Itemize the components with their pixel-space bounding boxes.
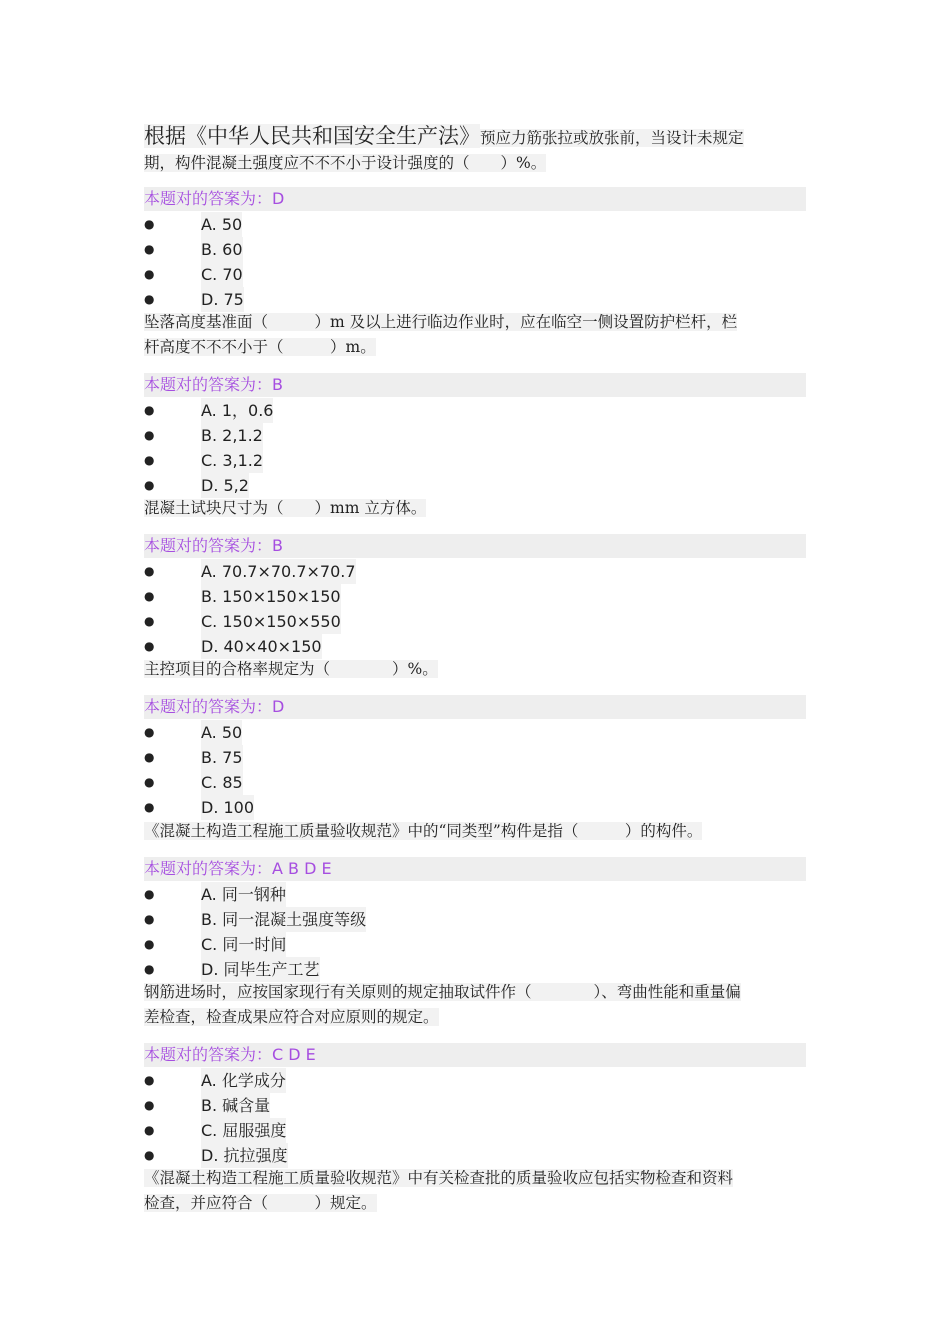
question-3: [144, 496, 804, 521]
document-page: 根据《中华人民共和国安全生产法》预应力筋张拉或放张前，当设计未规定 期，构件混凝土强度应不不不小于设计强度的（ ）%。 本题对的答案为：D ● A. 50 ● B. 60 ● C. 70 ● D. 75 坠落高度基准面（ ）m 及以上进行临边作业时，应在临空一侧设置防护栏杆，栏 杆高度不不不小于（ ）m。 本题对的答案为：B ● A. 1，0.6 ● B. 2,1.2 ● C. 3,1.2 ● D. 5,2 混凝土试块尺寸为（ ）mm 立方体。 本题对的答案为：B ● A. 70.7×70.7×70.7 ● B. 150×150×150 ● C. 150×150×550 ● D. 40×40×150 主控项目的合格率规定为（ ）%。 本题对的答案为：D ● A. 50 ● B. 75 ● C. 85 ● D. 100 《混凝土构造工程施工质量验收规范》中的“同类型”构件是指（ ）的构件。 本题对的答案为：A B D E ● A. 同一钢种 ● B. 同一混凝土强度等级 ● C. 同一时间 ● D. 同毕生产工艺 钢筋进场时，应按国家现行有关原则的规定抽取试件作（ ）、弯曲性能和重量偏 差检查，检查成果应符合对应原则的规定。 本题对的答案为：C D E ● A. 化学成分 ● B. 碱含量 ● C. 屈服强度 ● D. 抗拉强度 《混凝土构造工程施工质量验收规范》中有关检查批的质量验收应包括实物检查和资料 检查，并应符合（ ）规定。: [0, 0, 950, 1344]
answer-4: 本题对的答案为：D: [144, 695, 806, 719]
answer-5: 本题对的答案为：A B D E: [144, 857, 806, 881]
question-4-line-1: 主控项目的合格率规定为（ ）%。: [144, 660, 438, 678]
question-1-lead: 根据《中华人民共和国安全生产法》: [144, 124, 480, 148]
question-2-line-1: 坠落高度基准面（ ）m 及以上进行临边作业时，应在临空一侧设置防护栏杆，栏: [144, 313, 738, 331]
question-6: [144, 980, 804, 1030]
question-3-line-1: 混凝土试块尺寸为（ ）mm 立方体。: [144, 499, 427, 517]
question-2-line-2: 杆高度不不不小于（ ）m。: [144, 338, 376, 356]
answer-3: 本题对的答案为：B: [144, 534, 806, 558]
answer-6: 本题对的答案为：C D E: [144, 1043, 806, 1067]
question-5: [144, 819, 804, 844]
question-1: [144, 124, 804, 176]
question-5-line-1: 《混凝土构造工程施工质量验收规范》中的“同类型”构件是指（ ）的构件。: [144, 822, 703, 840]
question-1-line-2: 期，构件混凝土强度应不不不小于设计强度的（ ）%。: [144, 154, 547, 172]
question-4: [144, 657, 804, 682]
question-7-line-1: 《混凝土构造工程施工质量验收规范》中有关检查批的质量验收应包括实物检查和资料: [144, 1169, 734, 1187]
question-1-line-1: 预应力筋张拉或放张前，当设计未规定: [480, 129, 744, 147]
question-2: [144, 310, 804, 360]
question-7-line-2: 检查，并应符合（ ）规定。: [144, 1194, 377, 1212]
question-7: [144, 1166, 804, 1216]
question-6-line-1: 钢筋进场时，应按国家现行有关原则的规定抽取试件作（ ）、弯曲性能和重量偏: [144, 983, 741, 1001]
answer-1: 本题对的答案为：D: [144, 187, 806, 211]
question-6-line-2: 差检查，检查成果应符合对应原则的规定。: [144, 1008, 439, 1026]
answer-2: 本题对的答案为：B: [144, 373, 806, 397]
